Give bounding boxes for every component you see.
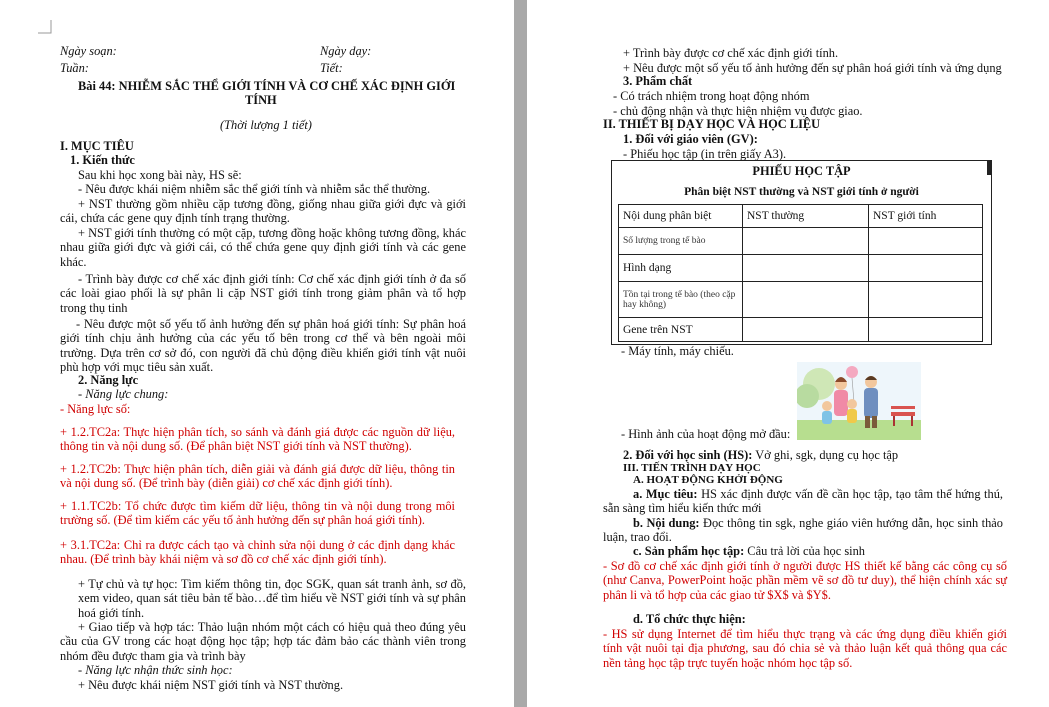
table-row-label: Hình dạng	[619, 255, 743, 282]
noi-dung-label: b. Nội dung:	[633, 516, 700, 530]
nang-luc-so-item-3: + 1.1.TC2b: Tổ chức được tìm kiếm dữ liệu, thông tin và nội dung trong môi trường số. (Để tìm kiếm các yếu tố ảnh hưởng đến sự phân hoá giới tính).	[60, 499, 455, 528]
hs-text: Vở ghi, sgk, dụng cụ học tập	[752, 448, 899, 462]
muc-tieu	[603, 487, 1003, 516]
table-cell[interactable]	[869, 318, 983, 342]
may-tinh-may-chieu: - Máy tính, máy chiếu.	[621, 344, 734, 358]
heading-khoi-dong: A. HOẠT ĐỘNG KHỞI ĐỘNG	[633, 474, 783, 486]
p2-line-2: + Nêu được một số yếu tố ảnh hưởng đến sự phân hoá giới tính và ứng dụng	[623, 61, 1002, 75]
ngay-soan: Ngày soạn:	[60, 44, 117, 58]
document-page-left	[0, 0, 514, 707]
table-cell[interactable]	[743, 228, 869, 255]
tuan: Tuần:	[60, 61, 89, 75]
table-cell[interactable]	[869, 228, 983, 255]
nang-luc-sinh-hoc-item-1: + Nêu được khái niệm NST giới tính và NST thường.	[78, 678, 344, 692]
table-cell[interactable]	[869, 282, 983, 318]
nang-luc-so: - Năng lực số:	[60, 402, 131, 416]
san-pham	[633, 544, 865, 559]
to-chuc-thuc-hien: d. Tổ chức thực hiện:	[633, 612, 746, 626]
worksheet-subtitle: Phân biệt NST thường và NST giới tính ở người	[684, 186, 919, 198]
kt-item-3: + NST giới tính thường có một cặp, tương đồng hoặc không tương đồng, khác nhau giữa giới đực và giới cái, có thể chứa gene quy định giới tính và các gene khác.	[60, 226, 466, 269]
table-header: NST giới tính	[869, 205, 983, 228]
table-header: Nội dung phân biệt	[619, 205, 743, 228]
lesson-title-cont: TÍNH	[245, 93, 277, 107]
noi-dung	[603, 516, 1003, 545]
nang-luc-so-item-1: + 1.2.TC2a: Thực hiện phân tích, so sánh và đánh giá được các nguồn dữ liệu, thông tin và nội dung số. (Để phân biệt NST giới tính và NST thường).	[60, 425, 455, 454]
crop-mark-icon	[38, 20, 52, 34]
kt-intro: Sau khi học xong bài này, HS sẽ:	[78, 168, 242, 182]
table-row-label: Gene trên NST	[619, 318, 743, 342]
table-cell[interactable]	[743, 282, 869, 318]
table-row-label: Số lượng trong tế bào	[619, 228, 743, 255]
table-cell[interactable]	[869, 255, 983, 282]
heading-pham-chat: 3. Phẩm chất	[623, 74, 693, 88]
p2-line-1: + Trình bày được cơ chế xác định giới tính.	[623, 46, 839, 60]
pham-chat-1: - Có trách nhiệm trong hoạt động nhóm	[613, 89, 810, 103]
heading-muc-tieu: I. MỤC TIÊU	[60, 139, 134, 153]
kt-item-1: - Nêu được khái niệm nhiễm sắc thể giới tính và nhiễm sắc thể thường.	[78, 182, 431, 196]
table-header: NST thường	[743, 205, 869, 228]
nang-luc-so-item-2: + 1.2.TC2b: Thực hiện phân tích, diễn giải và đánh giá được dữ liệu, thông tin và nội dung số. (Để trình bày (diễn giải) cơ chế xác định giới tính).	[60, 462, 455, 491]
nang-luc-sinh-hoc: - Năng lực nhận thức sinh học:	[78, 663, 233, 677]
muc-tieu-text: HS xác định được vấn đề cần học tập, tạo tâm thế hứng thú, sẵn sàng tìm hiểu kiến thức mới	[603, 487, 1003, 516]
ngay-day: Ngày dạy:	[320, 44, 372, 58]
worksheet-frame	[611, 160, 992, 345]
heading-doi-voi-gv: 1. Đối với giáo viên (GV):	[623, 132, 758, 146]
hinh-anh-mo-dau: - Hình ảnh của hoạt động mở đầu:	[621, 427, 791, 441]
noi-dung-text: Đọc thông tin sgk, nghe giáo viên hướng dẫn, học sinh thảo luận, trao đổi.	[603, 516, 1003, 545]
kt-item-4: - Trình bày được cơ chế xác định giới tính: Cơ chế xác định giới tính ở đa số các loài giao phối là sự phân li cặp NST giới tính trong giảm phân và tổ hợp trong thụ tinh	[60, 272, 466, 315]
pham-chat-2: - chủ động nhận và thực hiện nhiệm vụ được giao.	[613, 104, 863, 118]
hs-label: 2. Đối với học sinh (HS):	[623, 448, 753, 462]
heading-kien-thuc: 1. Kiến thức	[70, 153, 135, 167]
tu-chu-tu-hoc: + Tự chủ và tự học: Tìm kiếm thông tin, đọc SGK, quan sát tranh ảnh, sơ đồ, xem video, quan sát tiêu bản tế bào…để tìm hiểu về NST giới tính và sự phân hoá giới tính.	[78, 577, 466, 620]
table-cell[interactable]	[743, 318, 869, 342]
giao-tiep-hop-tac: + Giao tiếp và hợp tác: Thảo luận nhóm một cách có hiệu quả theo đúng yêu cầu của GV trong các hoạt động học tập; hợp tác đảm bảo các thành viên trong nhóm đều được tham gia và trình bày	[60, 620, 466, 663]
phieu-hoc-tap-line: - Phiếu học tập (in trên giấy A3).	[623, 147, 787, 161]
heading-tien-trinh: III. TIẾN TRÌNH DẠY HỌC	[623, 462, 761, 474]
duration: (Thời lượng 1 tiết)	[220, 118, 312, 132]
nang-luc-chung: - Năng lực chung:	[78, 387, 169, 401]
to-chuc-red-note: - HS sử dụng Internet để tìm hiểu thực trạng và các ứng dụng điều khiển giới tính vật nuôi tại địa phương, sau đó chia sẻ và thảo luận kết quả thông qua các nền tảng học tập trực tuyến hoặc nhóm học tập số.	[603, 627, 1007, 670]
table-cell[interactable]	[743, 255, 869, 282]
san-pham-red-note: - Sơ đồ cơ chế xác định giới tính ở người được HS thiết kế bằng các công cụ số (như Canva, PowerPoint hoặc phần mềm vẽ sơ đồ tư duy), thể hiện chính xác sự phân li và tổ hợp của các giao tử $X$ và $Y$.	[603, 559, 1007, 602]
kt-item-5: - Nêu được một số yếu tố ảnh hưởng đến sự phân hoá giới tính: Sự phân hoá giới tính chịu ảnh hưởng của các yếu tố bên trong cơ thể và bên ngoài môi trường. Dựa trên cơ sở đó, con người đã chủ động điều khiển giới tính vật nuôi phù hợp với mục tiêu sản xuất.	[60, 317, 466, 375]
heading-nang-luc: 2. Năng lực	[78, 373, 139, 387]
comparison-table	[618, 204, 983, 342]
muc-tieu-label: a. Mục tiêu:	[633, 487, 698, 501]
san-pham-label: c. Sản phẩm học tập:	[633, 544, 745, 558]
table-row-label: Tồn tại trong tế bào (theo cặp hay không)	[619, 282, 743, 318]
worksheet-title: PHIẾU HỌC TẬP	[752, 164, 851, 178]
document-page-right	[527, 0, 1049, 707]
nang-luc-so-item-4: + 3.1.TC2a: Chỉ ra được cách tạo và chỉnh sửa nội dung ở các định dạng khác nhau. (Để trình bày khái niệm và sơ đồ cơ chế xác định giới tính).	[60, 538, 455, 567]
tiet: Tiết:	[320, 61, 343, 75]
lesson-title: Bài 44: NHIỄM SẮC THỂ GIỚI TÍNH VÀ CƠ CHẾ XÁC ĐỊNH GIỚI	[78, 79, 456, 93]
san-pham-text: Câu trả lời của học sinh	[744, 544, 865, 558]
family-illustration	[797, 362, 921, 440]
kt-item-2: + NST thường gồm nhiều cặp tương đồng, giống nhau giữa giới đực và giới cái, chứa các gene quy định tính trạng thường.	[60, 197, 466, 226]
heading-thiet-bi: II. THIẾT BỊ DẠY HỌC VÀ HỌC LIỆU	[603, 117, 821, 131]
